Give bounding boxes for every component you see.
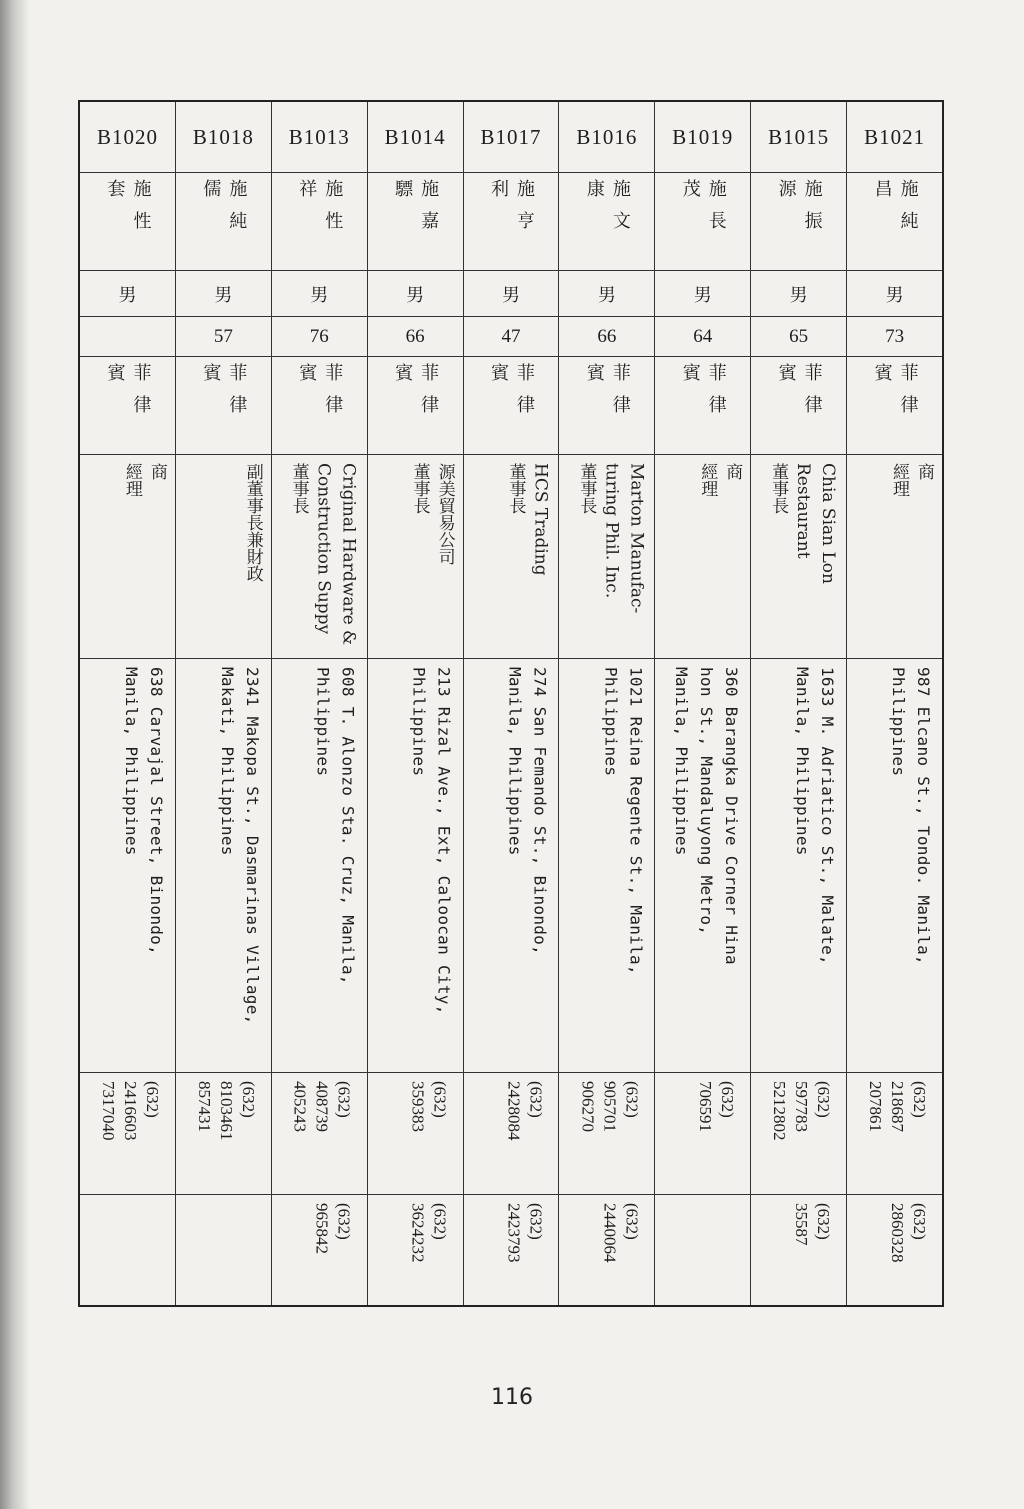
member-phone-2-cell	[847, 1194, 942, 1305]
member-age: 76	[272, 316, 367, 356]
member-phone-1: (632) 8103461 857431	[194, 1081, 258, 1141]
member-phone-1-cell	[368, 1072, 463, 1194]
member-age: 73	[847, 316, 942, 356]
member-phone-1-cell	[847, 1072, 942, 1194]
member-age	[80, 316, 175, 356]
member-phone-1: (632) 408739 405243	[290, 1081, 354, 1132]
member-title: 副董事長兼財政	[242, 463, 263, 582]
member-address: 638 Carvajal Street, Binondo, Manila, Philippines	[121, 667, 166, 956]
member-phone-1: (632) 359383	[408, 1081, 450, 1132]
member-address: 1633 M. Adriatico St., Malate, Manila, Philippines	[793, 667, 838, 965]
member-nationality: 菲律賓	[392, 363, 440, 427]
member-address-cell	[847, 658, 942, 1072]
member-phone-2-cell	[559, 1194, 654, 1305]
record-column	[271, 102, 367, 1305]
member-nationality: 菲律賓	[200, 363, 248, 427]
member-phone-1-cell	[272, 1072, 367, 1194]
member-nationality: 菲律賓	[871, 363, 919, 427]
member-nationality: 菲律賓	[775, 363, 823, 427]
member-age: 57	[176, 316, 271, 356]
member-address: 987 Elcano St., Tondo. Manila, Philippines	[889, 667, 934, 965]
member-name-cell	[368, 172, 463, 270]
record-column	[846, 102, 942, 1305]
member-name-cell	[176, 172, 271, 270]
member-id: B1021	[864, 124, 926, 149]
member-age: 65	[751, 316, 846, 356]
member-address: 360 Barangka Drive Corner Hina hon St., Mandaluyong Metro, Manila, Philippines	[672, 667, 742, 965]
member-address: 2341 Makopa St., Dasmarinas Village, Makati, Philippines	[217, 667, 262, 1025]
member-address-cell	[176, 658, 271, 1072]
member-sex: 男	[559, 270, 654, 316]
member-phone-2-cell	[368, 1194, 463, 1305]
member-phone-1: (632) 2416603 7317040	[98, 1081, 162, 1141]
member-phone-2: (632) 2860328	[888, 1203, 930, 1263]
record-column	[367, 102, 463, 1305]
member-nationality-cell	[751, 356, 846, 454]
member-phone-2: (632) 965842	[312, 1203, 354, 1254]
member-phone-1-cell	[176, 1072, 271, 1194]
member-id: B1018	[192, 124, 254, 149]
member-title: 源美貿易公司 董事長	[409, 463, 455, 565]
member-id: B1015	[768, 124, 830, 149]
member-age: 47	[464, 316, 559, 356]
member-phone-2-cell	[655, 1194, 750, 1305]
member-id: B1017	[480, 124, 542, 149]
member-address-cell	[368, 658, 463, 1072]
member-nationality-cell	[655, 356, 750, 454]
member-title-cell	[559, 454, 654, 658]
record-column	[175, 102, 271, 1305]
member-name-cell	[655, 172, 750, 270]
member-title-cell	[80, 454, 175, 658]
member-address: 608 T. Alonzo Sta. Cruz, Manila, Philippines	[313, 667, 358, 985]
member-title: 商 經理	[889, 463, 935, 497]
member-address: 213 Rizal Ave., Ext, Caloocan City, Philippines	[409, 667, 454, 1015]
member-phone-2-cell	[176, 1194, 271, 1305]
member-id: B1019	[672, 124, 734, 149]
member-phone-1-cell	[655, 1072, 750, 1194]
member-name-cell	[464, 172, 559, 270]
member-title: Criginal Hardware & Construction Suppy 董事長	[288, 463, 359, 646]
member-name: 施性祥	[296, 179, 344, 243]
member-title: 商 經理	[697, 463, 743, 497]
scan-edge-shadow	[0, 0, 30, 1509]
member-title: HCS Trading 董事長	[505, 463, 551, 576]
member-address-cell	[80, 658, 175, 1072]
member-address-cell	[655, 658, 750, 1072]
member-phone-1-cell	[751, 1072, 846, 1194]
member-phone-1-cell	[464, 1072, 559, 1194]
member-sex: 男	[80, 270, 175, 316]
member-nationality-cell	[368, 356, 463, 454]
member-name-cell	[559, 172, 654, 270]
member-title-cell	[176, 454, 271, 658]
member-sex: 男	[368, 270, 463, 316]
member-name-cell	[272, 172, 367, 270]
member-nationality: 菲律賓	[583, 363, 631, 427]
member-name-cell	[751, 172, 846, 270]
member-name-cell	[80, 172, 175, 270]
member-phone-2: (632) 2423793	[504, 1203, 546, 1263]
member-id: B1014	[384, 124, 446, 149]
member-phone-1: (632) 2428084	[504, 1081, 546, 1141]
member-name: 施嘉驃	[392, 179, 440, 243]
member-title-cell	[655, 454, 750, 658]
member-nationality-cell	[272, 356, 367, 454]
member-phone-1-cell	[80, 1072, 175, 1194]
member-title: 商 經理	[121, 463, 167, 497]
member-sex: 男	[751, 270, 846, 316]
member-address-cell	[559, 658, 654, 1072]
member-age: 64	[655, 316, 750, 356]
member-id: B1020	[96, 124, 158, 149]
member-phone-2: (632) 3624232	[408, 1203, 450, 1263]
member-sex: 男	[847, 270, 942, 316]
member-title-cell	[751, 454, 846, 658]
member-nationality: 菲律賓	[488, 363, 535, 427]
member-phone-2: (632) 2440064	[600, 1203, 642, 1263]
member-nationality-cell	[176, 356, 271, 454]
record-column	[463, 102, 559, 1305]
record-column	[80, 102, 175, 1305]
member-title-cell	[272, 454, 367, 658]
member-phone-1-cell	[559, 1072, 654, 1194]
member-title: Chia Sian Lon Restaurant 董事長	[768, 463, 839, 584]
page-number: 116	[491, 1385, 533, 1410]
member-name: 施亨利	[488, 179, 535, 243]
member-name: 施文康	[583, 179, 631, 243]
member-phone-1: (632) 218687 207861	[866, 1081, 930, 1132]
member-name: 施純昌	[871, 179, 919, 243]
member-address-cell	[464, 658, 559, 1072]
member-phone-2-cell	[80, 1194, 175, 1305]
member-nationality-cell	[559, 356, 654, 454]
member-name: 施性套	[104, 179, 152, 243]
member-sex: 男	[655, 270, 750, 316]
member-title-cell	[368, 454, 463, 658]
record-column	[750, 102, 846, 1305]
member-nationality: 菲律賓	[104, 363, 152, 427]
member-address-cell	[751, 658, 846, 1072]
member-title-cell	[847, 454, 942, 658]
member-nationality-cell	[847, 356, 942, 454]
member-address: 1021 Reina Regente St., Manila, Philippines	[601, 667, 646, 975]
member-phone-2: (632) 35587	[792, 1203, 834, 1246]
member-address: 274 San Femando St., Binondo, Manila, Philippines	[505, 667, 550, 956]
member-age: 66	[368, 316, 463, 356]
record-column	[654, 102, 750, 1305]
member-directory-table	[78, 100, 944, 1307]
member-id: B1016	[576, 124, 638, 149]
member-nationality-cell	[80, 356, 175, 454]
member-phone-2-cell	[464, 1194, 559, 1305]
member-age: 66	[559, 316, 654, 356]
member-phone-1: (632) 706591	[696, 1081, 738, 1132]
member-phone-1: (632) 905701 906270	[578, 1081, 642, 1132]
member-phone-1: (632) 597783 5212802	[770, 1081, 834, 1141]
member-title: Marton Manufac- turing Phil. Inc. 董事長	[576, 463, 647, 614]
member-nationality: 菲律賓	[296, 363, 344, 427]
member-name: 施長茂	[679, 179, 727, 243]
member-name-cell	[847, 172, 942, 270]
record-column	[558, 102, 654, 1305]
member-nationality: 菲律賓	[679, 363, 727, 427]
member-phone-2-cell	[751, 1194, 846, 1305]
member-sex: 男	[272, 270, 367, 316]
member-phone-2-cell	[272, 1194, 367, 1305]
member-id: B1013	[288, 124, 350, 149]
member-sex: 男	[464, 270, 559, 316]
member-sex: 男	[176, 270, 271, 316]
member-name: 施純儒	[200, 179, 248, 243]
member-nationality-cell	[464, 356, 559, 454]
member-address-cell	[272, 658, 367, 1072]
member-title-cell	[464, 454, 559, 658]
member-name: 施振源	[775, 179, 823, 243]
